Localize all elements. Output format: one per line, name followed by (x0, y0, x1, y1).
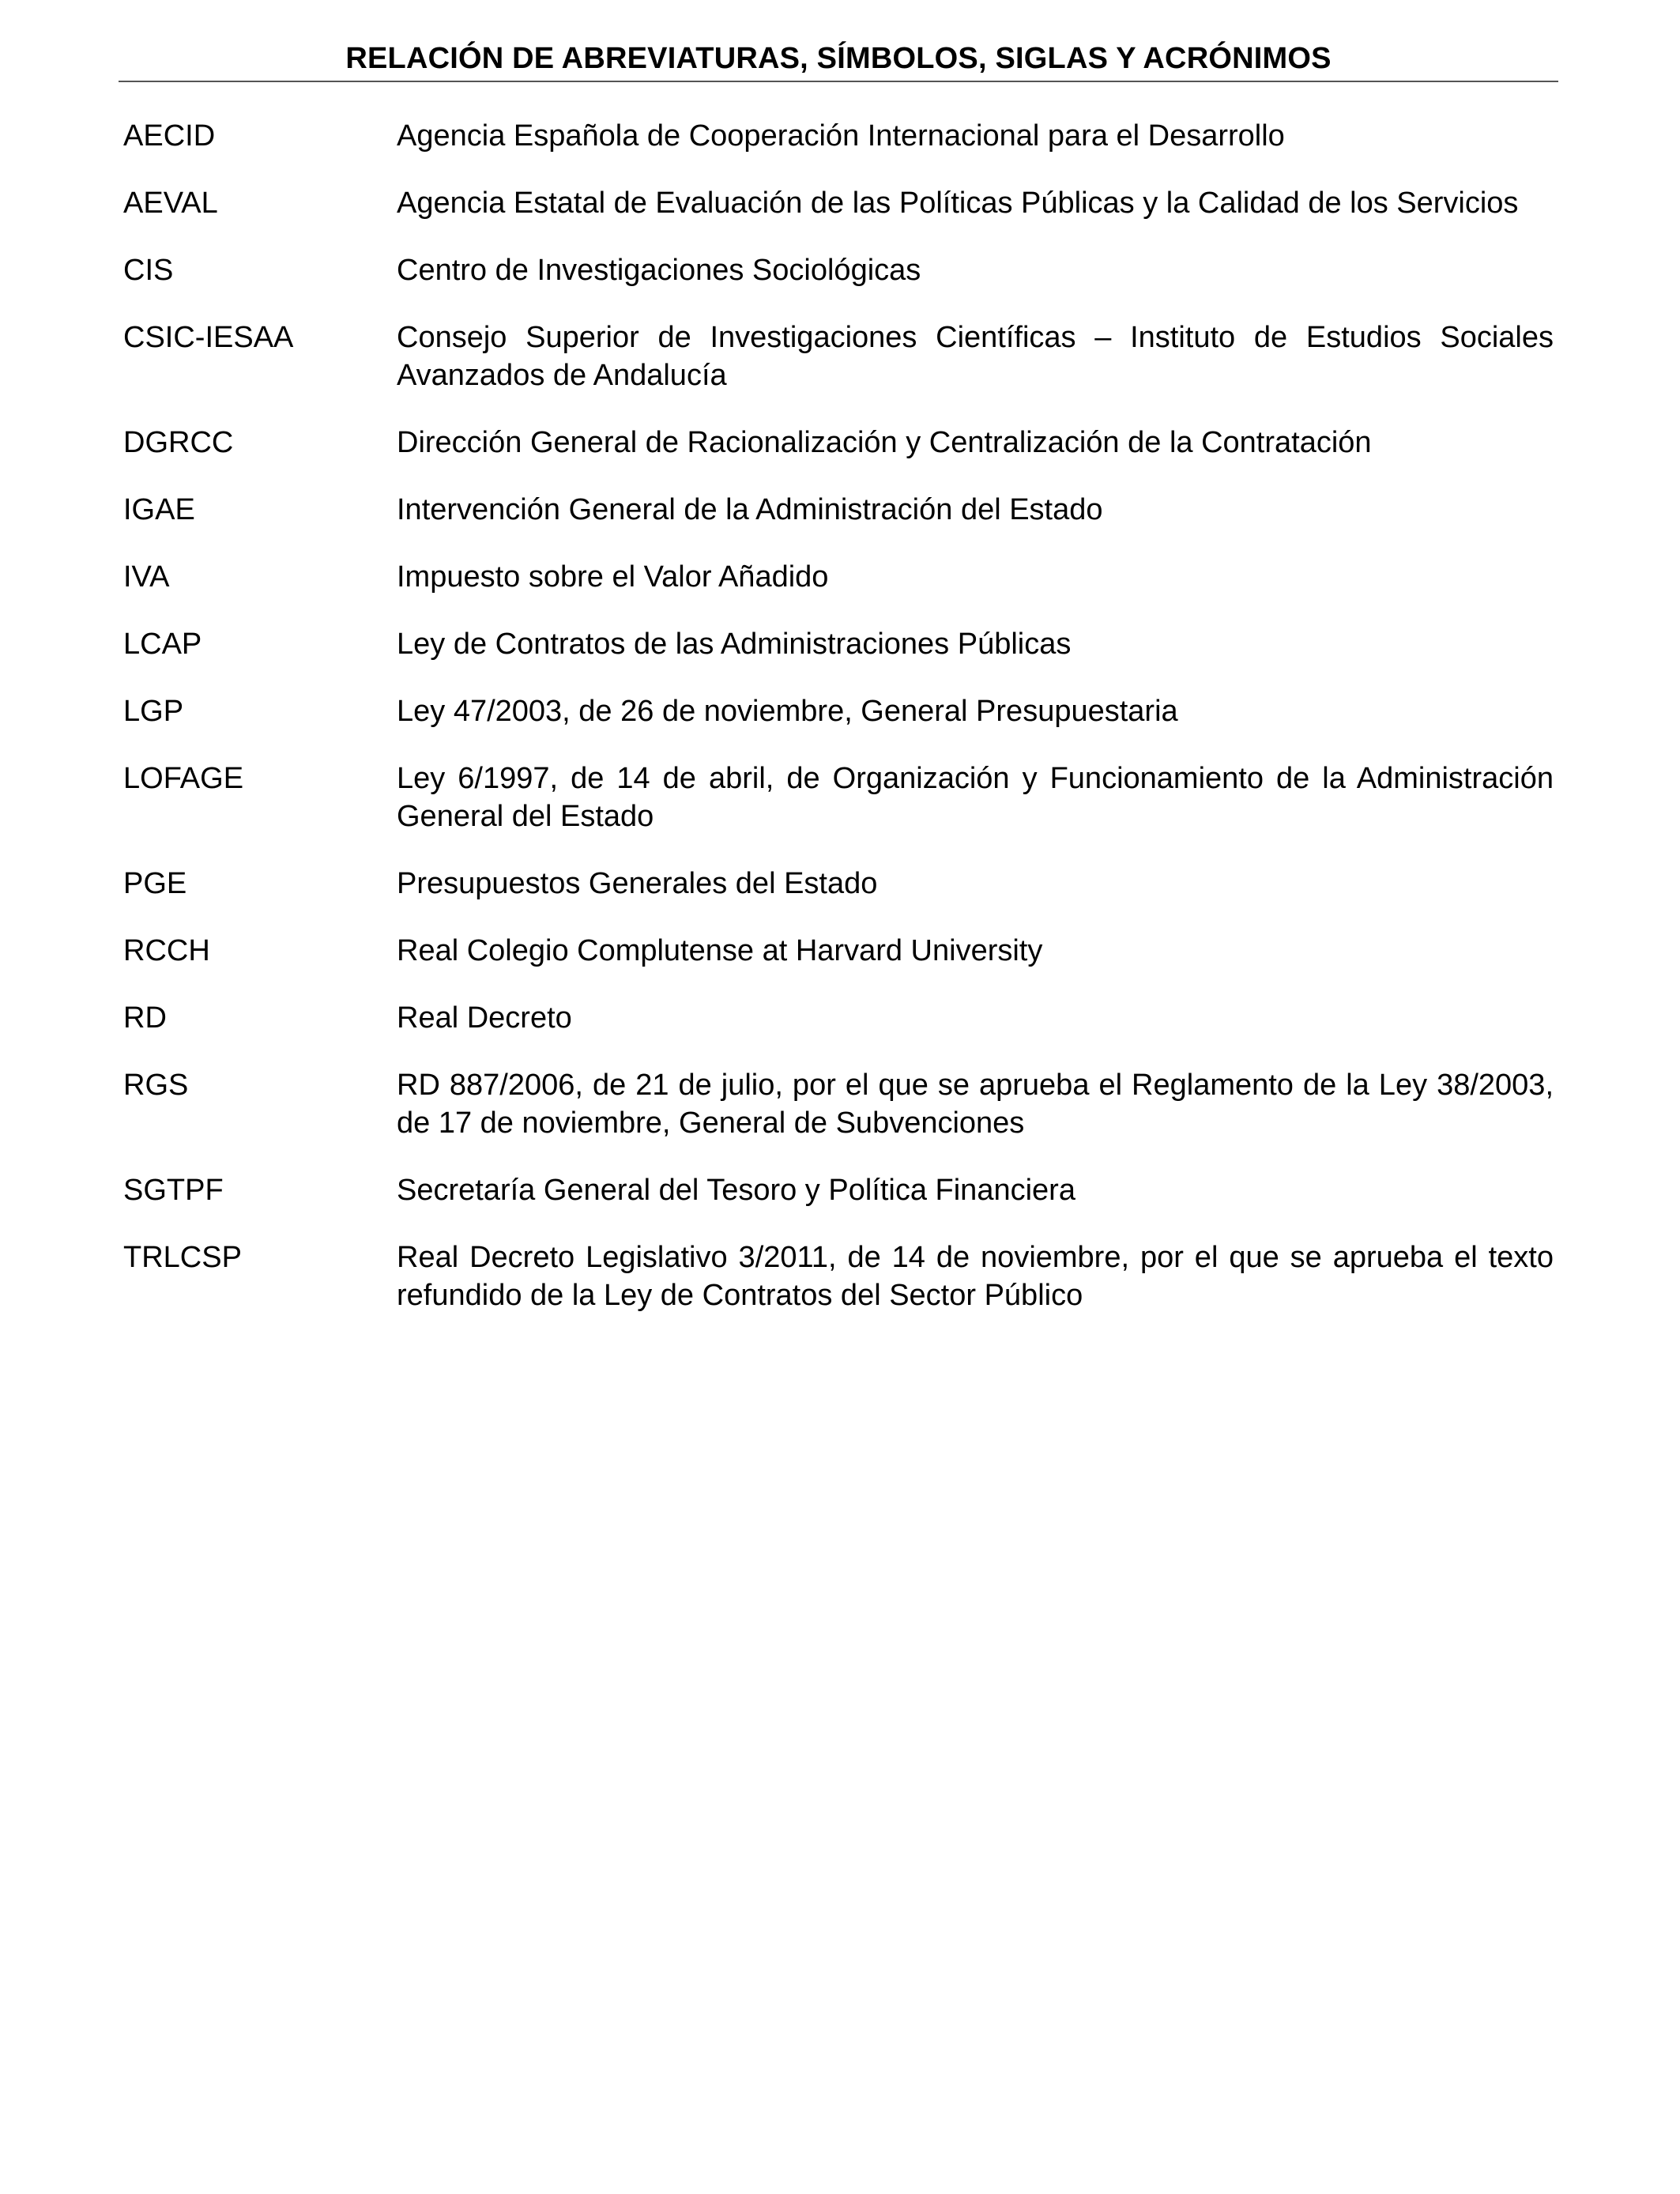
abbreviation-meaning: Centro de Investigaciones Sociológicas (397, 254, 921, 287)
abbreviation-meaning: Agencia Española de Cooperación Internacional para el Desarrollo (397, 119, 1285, 153)
abbreviation-entry (123, 424, 1554, 462)
abbreviation-entry (123, 625, 1554, 663)
abbreviation: LGP (123, 695, 184, 728)
abbreviation-meaning: Real Decreto (397, 1001, 572, 1035)
abbreviation-entry (123, 558, 1554, 596)
abbreviation: LCAP (123, 628, 202, 661)
abbreviation-meaning: RD 887/2006, de 21 de julio, por el que se aprueba el Reglamento de la Ley 38/2003, de 17 de noviembre, General de Subvenciones (397, 1069, 1554, 1140)
abbreviation-meaning: Dirección General de Racionalización y Centralización de la Contratación (397, 426, 1372, 459)
abbreviation-entry (123, 251, 1554, 289)
abbreviation-list (123, 117, 1554, 1344)
abbreviation-entry (123, 117, 1554, 155)
abbreviation: PGE (123, 867, 187, 900)
abbreviation-entry (123, 932, 1554, 970)
abbreviation: CIS (123, 254, 174, 287)
abbreviation: DGRCC (123, 426, 234, 459)
abbreviation-meaning: Ley de Contratos de las Administraciones Públicas (397, 628, 1072, 661)
abbreviation-meaning: Intervención General de la Administración del Estado (397, 493, 1103, 526)
abbreviation-meaning: Consejo Superior de Investigaciones Científicas – Instituto de Estudios Sociales Avanzados de Andalucía (397, 321, 1554, 392)
page-title: RELACIÓN DE ABREVIATURAS, SÍMBOLOS, SIGLAS Y ACRÓNIMOS (345, 42, 1332, 75)
abbreviation: RCCH (123, 934, 210, 967)
abbreviation-entry (123, 184, 1554, 222)
abbreviation-entry (123, 760, 1554, 835)
abbreviation: RGS (123, 1069, 189, 1102)
abbreviation: IGAE (123, 493, 195, 526)
abbreviation-meaning: Secretaría General del Tesoro y Política Financiera (397, 1174, 1075, 1207)
abbreviation-meaning: Presupuestos Generales del Estado (397, 867, 878, 900)
abbreviation-entry (123, 692, 1554, 730)
title-underline (119, 81, 1558, 82)
abbreviation-meaning: Agencia Estatal de Evaluación de las Políticas Públicas y la Calidad de los Servicios (397, 187, 1519, 220)
abbreviation-entry (123, 491, 1554, 529)
abbreviation-entry (123, 319, 1554, 394)
abbreviation-meaning: Ley 6/1997, de 14 de abril, de Organización y Funcionamiento de la Administración General del Estado (397, 762, 1554, 833)
abbreviation: CSIC-IESAA (123, 321, 294, 354)
abbreviation-meaning: Real Colegio Complutense at Harvard University (397, 934, 1043, 967)
abbreviation-entry (123, 1171, 1554, 1209)
abbreviation-entry (123, 865, 1554, 903)
abbreviation: IVA (123, 560, 170, 594)
abbreviation: RD (123, 1001, 167, 1035)
abbreviation-entry (123, 1238, 1554, 1314)
abbreviation: TRLCSP (123, 1241, 242, 1274)
abbreviation-entry (123, 1066, 1554, 1142)
abbreviation-meaning: Ley 47/2003, de 26 de noviembre, General Presupuestaria (397, 695, 1178, 728)
abbreviation-entry (123, 999, 1554, 1037)
abbreviation: AECID (123, 119, 216, 153)
abbreviation-meaning: Impuesto sobre el Valor Añadido (397, 560, 829, 594)
abbreviation: AEVAL (123, 187, 218, 220)
abbreviation: SGTPF (123, 1174, 224, 1207)
abbreviation: LOFAGE (123, 762, 244, 795)
abbreviation-meaning: Real Decreto Legislativo 3/2011, de 14 de noviembre, por el que se aprueba el texto refundido de la Ley de Contratos del Sector Público (397, 1241, 1554, 1312)
